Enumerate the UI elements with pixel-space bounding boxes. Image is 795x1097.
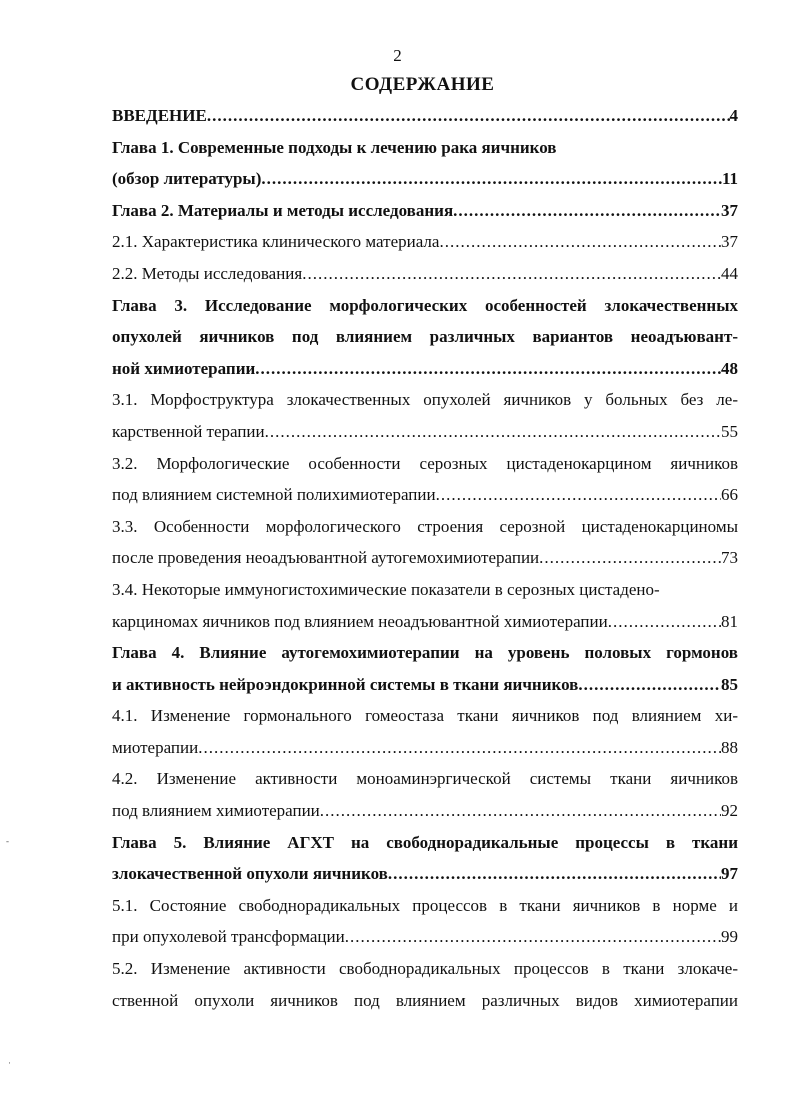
toc-entry-text: 2.2. Методы исследования — [112, 263, 303, 283]
dot-leader — [207, 100, 730, 132]
toc-entry-text: после проведения неоадъювантной аутогемохимиотерапии — [112, 548, 540, 568]
toc-entry-text: ВВЕДЕНИЕ — [112, 106, 207, 125]
toc-line: Глава 4. Влияние аутогемохимиотерапии на уровень половых гормонов — [112, 643, 738, 663]
toc-line — [112, 195, 738, 227]
dot-leader — [261, 163, 722, 195]
toc-line — [112, 226, 738, 258]
toc-page-number: 37 — [721, 200, 738, 220]
dot-leader — [578, 669, 721, 701]
toc-line — [112, 921, 738, 953]
toc-entry-text: (обзор литературы) — [112, 169, 262, 189]
dot-leader — [436, 479, 721, 511]
toc-line — [112, 606, 738, 638]
toc-entry-text: при опухолевой трансформации — [112, 927, 345, 947]
toc-line: 3.4. Некоторые иммуногистохимические показатели в серозных цистадено- — [112, 579, 660, 599]
toc-page-number: 4 — [729, 106, 738, 125]
dot-leader — [388, 858, 721, 890]
scan-speck: · — [8, 1058, 11, 1068]
toc-entry-text: ной химиотерапии — [112, 358, 256, 378]
dot-leader — [608, 606, 721, 638]
dot-leader — [439, 226, 721, 258]
dot-leader — [265, 416, 721, 448]
toc-entry-text: злокачественной опухоли яичников — [112, 864, 388, 884]
dot-leader — [255, 353, 721, 385]
page-number: 2 — [393, 46, 402, 65]
toc-entry-text: и активность нейроэндокринной системы в ткани яичников — [112, 674, 579, 694]
dot-leader — [345, 921, 721, 953]
toc-line — [112, 542, 738, 574]
toc-line: 3.1. Морфоструктура злокачественных опухолей яичников у больных без ле- — [112, 390, 738, 410]
toc-page-number: 97 — [721, 864, 738, 884]
toc-line: ственной опухоли яичников под влиянием различных видов химиотерапии — [112, 990, 738, 1010]
toc-line — [112, 732, 738, 764]
toc-page-number: 48 — [721, 358, 738, 378]
toc-entry-text: карственной терапии — [112, 421, 265, 441]
dot-leader — [539, 542, 721, 574]
dot-leader — [302, 258, 721, 290]
toc-line: 4.1. Изменение гормонального гомеостаза ткани яичников под влиянием хи- — [112, 706, 738, 726]
toc-page-number: 81 — [721, 611, 738, 631]
toc-page-number: 73 — [721, 548, 738, 568]
toc-line: 4.2. Изменение активности моноаминэргической системы ткани яичников — [112, 769, 738, 789]
toc-line — [112, 669, 738, 701]
toc-line — [112, 795, 738, 827]
toc-line: 5.1. Состояние свободнорадикальных процессов в ткани яичников в норме и — [112, 895, 738, 915]
toc-entry-text: Глава 2. Материалы и методы исследования — [112, 200, 454, 220]
dot-leader — [198, 732, 721, 764]
toc-page-number: 55 — [721, 421, 738, 441]
dot-leader — [320, 795, 721, 827]
toc-line: Глава 5. Влияние АГХТ на свободнорадикальные процессы в ткани — [112, 832, 738, 852]
toc-entry-text: 2.1. Характеристика клинического материала — [112, 232, 440, 252]
toc-entry-text: под влиянием химиотерапии — [112, 801, 320, 821]
toc-line: Глава 1. Современные подходы к лечению рака яичников — [112, 137, 557, 157]
toc-line — [112, 353, 738, 385]
toc-entry-text: карциномах яичников под влиянием неоадъювантной химиотерапии — [112, 611, 608, 631]
scan-speck: - — [6, 836, 9, 846]
toc-entry-text: миотерапии — [112, 737, 199, 757]
toc-line — [112, 258, 738, 290]
toc-page-number: 99 — [721, 927, 738, 947]
toc-line — [112, 163, 738, 195]
toc-entry-text: под влиянием системной полихимиотерапии — [112, 485, 436, 505]
toc-page-number: 44 — [721, 263, 738, 283]
toc-page-number: 85 — [721, 674, 738, 694]
toc-line: 3.2. Морфологические особенности серозных цистаденокарцином яичников — [112, 453, 738, 473]
toc-page-number: 88 — [721, 737, 738, 757]
toc-line — [112, 858, 738, 890]
toc-line — [112, 416, 738, 448]
toc-line: 3.3. Особенности морфологического строения серозной цистаденокарциномы — [112, 516, 738, 536]
toc-line — [112, 100, 738, 132]
toc-line — [112, 479, 738, 511]
table-of-contents — [112, 100, 738, 1016]
toc-page-number: 11 — [721, 169, 738, 189]
toc-page-number: 66 — [721, 485, 738, 505]
toc-page-number: 92 — [721, 801, 738, 821]
toc-page-number: 37 — [721, 232, 738, 252]
toc-line: Глава 3. Исследование морфологических особенностей злокачественных — [112, 295, 738, 315]
dot-leader — [453, 195, 721, 227]
page-title: СОДЕРЖАНИЕ — [350, 74, 495, 95]
toc-line: 5.2. Изменение активности свободнорадикальных процессов в ткани злокаче- — [112, 959, 738, 979]
toc-line: опухолей яичников под влиянием различных вариантов неоадъювант- — [112, 327, 738, 347]
